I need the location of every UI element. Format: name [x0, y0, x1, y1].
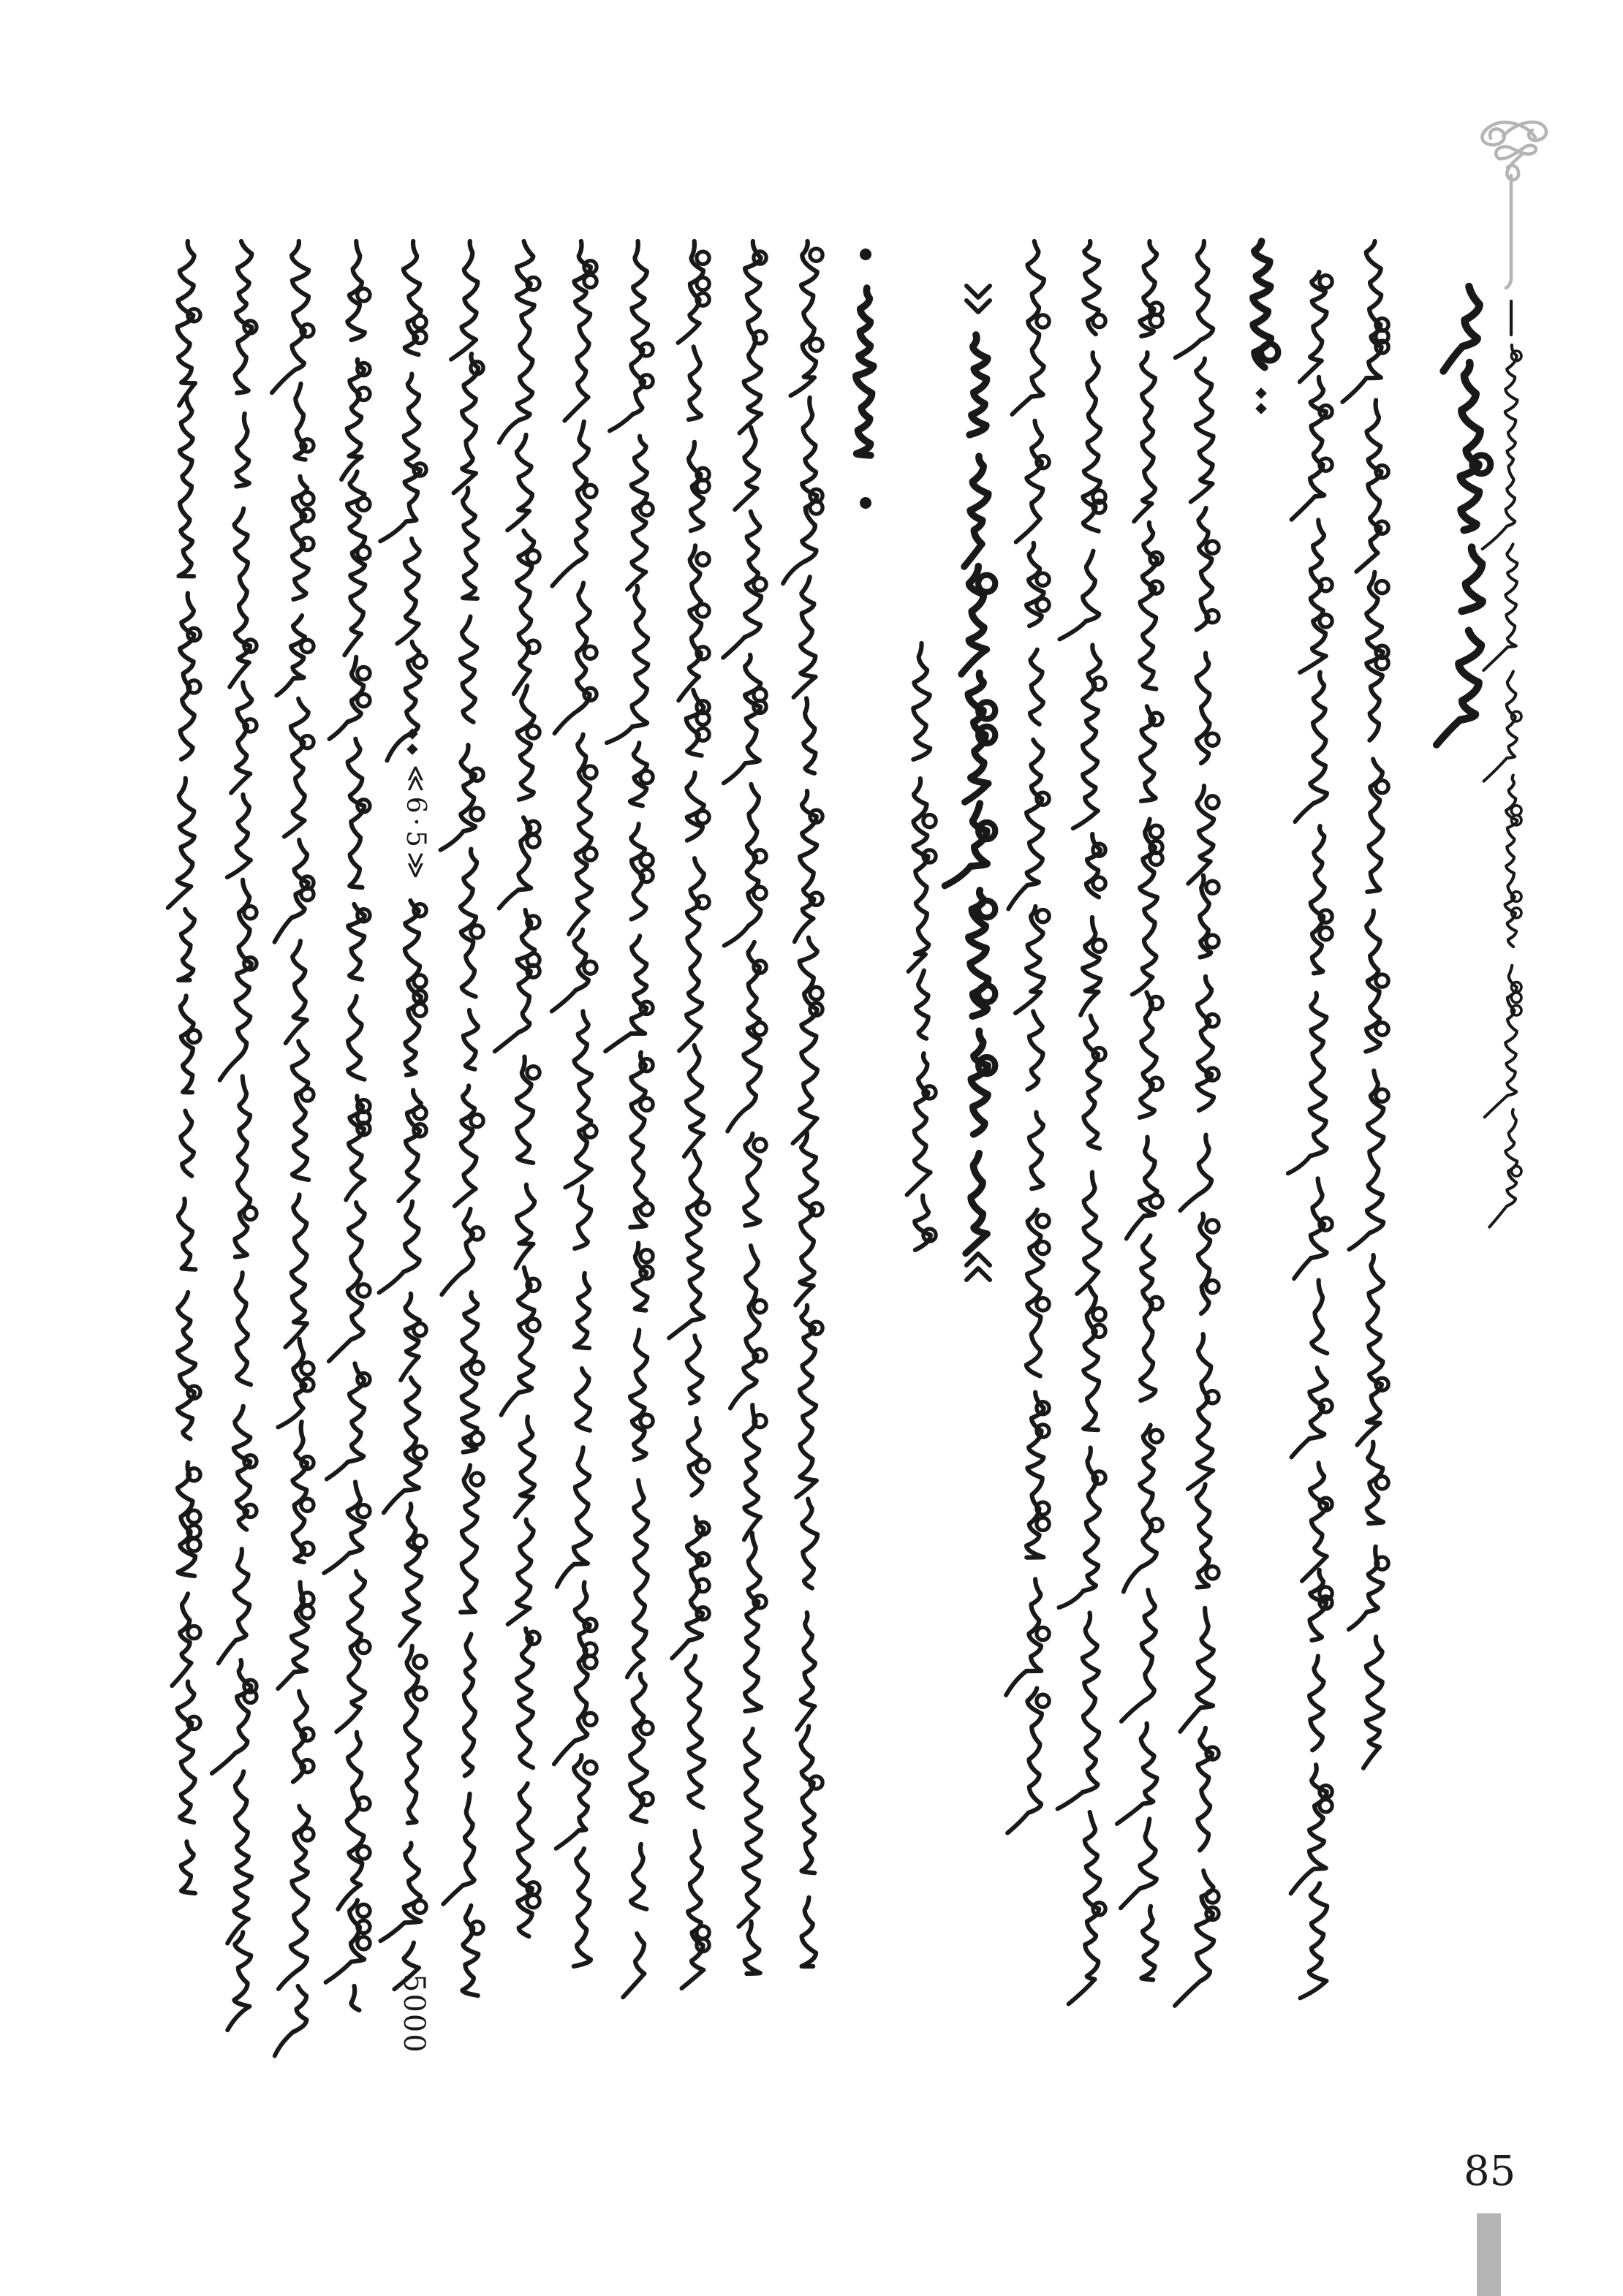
script-column-10-text	[669, 241, 709, 1988]
inline-number-5000: 5000	[397, 1974, 431, 2054]
script-column-4-text	[324, 241, 370, 2010]
script-column-14-text-short	[907, 643, 937, 1250]
script-column-1-text	[168, 241, 200, 1893]
script-column-6-text	[441, 241, 484, 1996]
header-title-column	[1437, 287, 1491, 745]
header-running-column	[1483, 301, 1521, 1227]
script-column-3-text	[272, 241, 314, 2056]
script-column-7-text	[495, 241, 540, 1936]
script-column-12-text	[783, 241, 822, 1966]
script-column-18-text	[1117, 241, 1162, 1979]
script-column-20-quotation-end	[1253, 241, 1278, 414]
script-column-8-text	[552, 241, 597, 1966]
script-column-2-text	[212, 241, 257, 2030]
footer-tab-mark	[1477, 2213, 1501, 2296]
script-column-19-text	[1175, 241, 1219, 2006]
script-column-16-text	[1006, 241, 1049, 1833]
script-column-21-text-paragraph-start	[1288, 272, 1332, 1998]
script-column-5-text-with-citation	[379, 241, 431, 1989]
script-column-9-text	[605, 241, 653, 1997]
inline-citation-6-5: ≪6·5≫	[401, 765, 431, 884]
page-number: 85	[1464, 2148, 1516, 2195]
script-column-11-text	[723, 241, 766, 1974]
script-column-17-text	[1058, 241, 1106, 2004]
header-flourish-icon	[1482, 122, 1546, 288]
script-column-22-text-paragraph-end	[1342, 241, 1388, 1768]
script-column-13-section-heading	[856, 249, 874, 509]
script-column-15-quotation	[945, 286, 995, 1280]
